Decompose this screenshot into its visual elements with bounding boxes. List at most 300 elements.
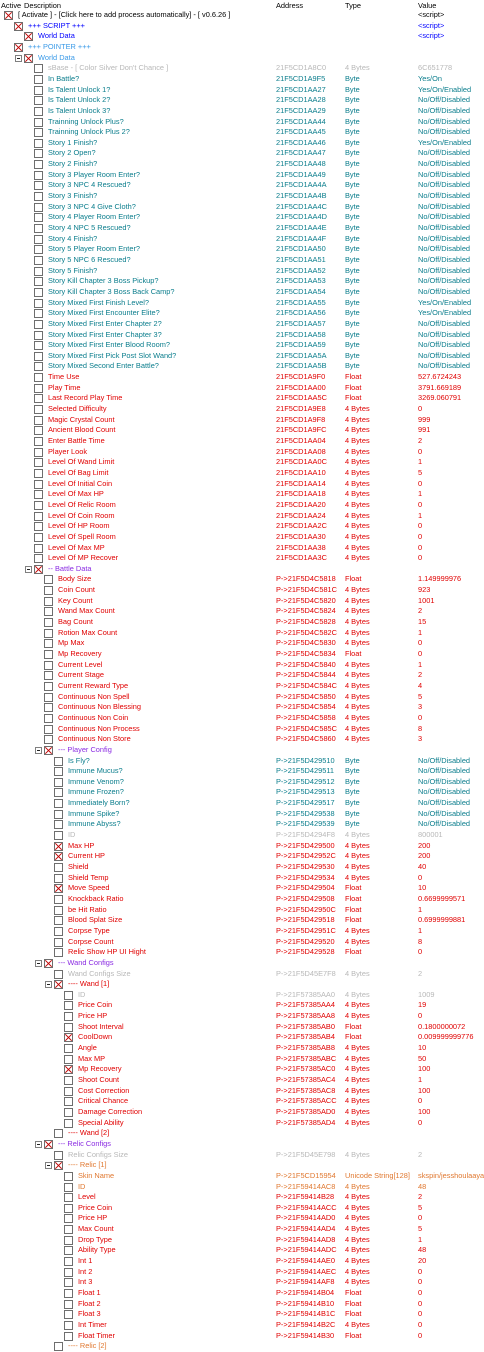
active-checkbox[interactable] bbox=[54, 810, 63, 819]
row-address: 21F5CD1AA38 bbox=[276, 542, 326, 552]
active-checkbox[interactable] bbox=[54, 1342, 63, 1351]
table-row[interactable] bbox=[0, 425, 474, 436]
row-description: be Hit Ratio bbox=[68, 904, 107, 914]
table-row[interactable] bbox=[0, 702, 474, 713]
table-row[interactable] bbox=[0, 617, 474, 628]
row-description: Story 5 NPC 6 Rescued? bbox=[48, 254, 131, 264]
active-checkbox[interactable] bbox=[44, 618, 53, 627]
table-row[interactable] bbox=[0, 724, 474, 735]
table-row[interactable] bbox=[0, 841, 474, 852]
row-value: 100 bbox=[418, 1085, 431, 1095]
active-checkbox[interactable] bbox=[34, 299, 43, 308]
column-header-address[interactable]: Address bbox=[276, 1, 304, 10]
active-checkbox[interactable] bbox=[34, 533, 43, 542]
table-row[interactable] bbox=[0, 148, 474, 159]
active-checkbox-checked[interactable] bbox=[34, 565, 43, 574]
table-row[interactable] bbox=[0, 319, 474, 330]
table-row[interactable] bbox=[0, 1267, 474, 1278]
table-row[interactable] bbox=[0, 63, 474, 74]
active-checkbox[interactable] bbox=[44, 586, 53, 595]
table-row[interactable] bbox=[0, 170, 474, 181]
table-row[interactable] bbox=[0, 212, 474, 223]
row-address: 21F5CD1AA5B bbox=[276, 361, 327, 371]
table-row[interactable] bbox=[0, 543, 474, 554]
active-checkbox-checked[interactable] bbox=[44, 959, 53, 968]
active-checkbox[interactable] bbox=[54, 831, 63, 840]
active-checkbox[interactable] bbox=[54, 895, 63, 904]
table-row[interactable] bbox=[0, 1331, 474, 1342]
table-row[interactable] bbox=[0, 287, 474, 298]
table-row[interactable] bbox=[0, 660, 474, 671]
active-checkbox[interactable] bbox=[34, 480, 43, 489]
active-checkbox[interactable] bbox=[64, 1183, 73, 1192]
active-checkbox[interactable] bbox=[44, 597, 53, 606]
table-row[interactable] bbox=[0, 10, 474, 21]
active-checkbox[interactable] bbox=[54, 757, 63, 766]
table-row[interactable] bbox=[0, 372, 474, 383]
active-checkbox[interactable] bbox=[44, 703, 53, 712]
table-row[interactable] bbox=[0, 244, 474, 255]
row-type: 4 Bytes bbox=[345, 1192, 370, 1202]
table-row[interactable] bbox=[0, 851, 474, 862]
active-checkbox[interactable] bbox=[34, 235, 43, 244]
active-checkbox[interactable] bbox=[34, 139, 43, 148]
active-checkbox[interactable] bbox=[64, 1172, 73, 1181]
row-description: Move Speed bbox=[68, 883, 110, 893]
table-row[interactable] bbox=[0, 1160, 474, 1171]
active-checkbox[interactable] bbox=[34, 309, 43, 318]
table-row[interactable] bbox=[0, 809, 474, 820]
table-row[interactable] bbox=[0, 53, 474, 64]
table-row[interactable] bbox=[0, 692, 474, 703]
row-value: 20 bbox=[418, 1256, 427, 1266]
active-checkbox[interactable] bbox=[64, 991, 73, 1000]
row-description: Story 2 Open? bbox=[48, 148, 96, 158]
active-checkbox[interactable] bbox=[34, 96, 43, 105]
active-checkbox[interactable] bbox=[44, 693, 53, 702]
table-row[interactable] bbox=[0, 1096, 474, 1107]
active-checkbox[interactable] bbox=[34, 181, 43, 190]
table-row[interactable] bbox=[0, 1182, 474, 1193]
active-checkbox-checked[interactable] bbox=[54, 884, 63, 893]
table-row[interactable] bbox=[0, 819, 474, 830]
table-row[interactable] bbox=[0, 958, 474, 969]
table-row[interactable] bbox=[0, 745, 474, 756]
row-address: P->21F57385AD0 bbox=[276, 1106, 336, 1116]
row-value: 0 bbox=[418, 1309, 423, 1319]
row-type: Byte bbox=[345, 350, 360, 360]
table-row[interactable] bbox=[0, 947, 474, 958]
active-checkbox[interactable] bbox=[34, 554, 43, 563]
active-checkbox[interactable] bbox=[54, 970, 63, 979]
table-row[interactable] bbox=[0, 894, 474, 905]
table-row[interactable] bbox=[0, 202, 474, 213]
row-description: Story 3 NPC 4 Rescued? bbox=[48, 180, 131, 190]
table-row[interactable] bbox=[0, 436, 474, 447]
table-row[interactable] bbox=[0, 500, 474, 511]
column-header-active[interactable]: Active bbox=[1, 1, 22, 10]
table-row[interactable] bbox=[0, 1224, 474, 1235]
active-checkbox[interactable] bbox=[34, 426, 43, 435]
row-description: Corpse Type bbox=[68, 925, 110, 935]
active-checkbox[interactable] bbox=[64, 1001, 73, 1010]
table-row[interactable] bbox=[0, 1256, 474, 1267]
table-row[interactable] bbox=[0, 457, 474, 468]
active-checkbox[interactable] bbox=[54, 799, 63, 808]
table-row[interactable] bbox=[0, 1011, 474, 1022]
active-checkbox[interactable] bbox=[34, 128, 43, 137]
active-checkbox[interactable] bbox=[34, 469, 43, 478]
row-address: P->21F5CD15954 bbox=[276, 1170, 336, 1180]
expand-toggle-icon[interactable] bbox=[35, 747, 42, 754]
active-checkbox[interactable] bbox=[34, 160, 43, 169]
active-checkbox[interactable] bbox=[44, 671, 53, 680]
active-checkbox[interactable] bbox=[64, 1204, 73, 1213]
active-checkbox[interactable] bbox=[54, 778, 63, 787]
table-row[interactable] bbox=[0, 180, 474, 191]
expand-toggle-icon[interactable] bbox=[45, 981, 52, 988]
table-row[interactable] bbox=[0, 85, 474, 96]
active-checkbox[interactable] bbox=[34, 522, 43, 531]
table-row[interactable] bbox=[0, 447, 474, 458]
table-row[interactable] bbox=[0, 1235, 474, 1246]
table-row[interactable] bbox=[0, 1139, 474, 1150]
active-checkbox-checked[interactable] bbox=[44, 1140, 53, 1149]
table-row[interactable] bbox=[0, 766, 474, 777]
active-checkbox[interactable] bbox=[44, 629, 53, 638]
active-checkbox[interactable] bbox=[34, 331, 43, 340]
table-row[interactable] bbox=[0, 521, 474, 532]
active-checkbox[interactable] bbox=[64, 1289, 73, 1298]
active-checkbox[interactable] bbox=[64, 1300, 73, 1309]
table-row[interactable] bbox=[0, 31, 474, 42]
active-checkbox[interactable] bbox=[34, 149, 43, 158]
active-checkbox[interactable] bbox=[54, 788, 63, 797]
table-row[interactable] bbox=[0, 1128, 474, 1139]
table-row[interactable] bbox=[0, 1032, 474, 1043]
active-checkbox[interactable] bbox=[44, 661, 53, 670]
active-checkbox[interactable] bbox=[64, 1119, 73, 1128]
table-row[interactable] bbox=[0, 1213, 474, 1224]
active-checkbox[interactable] bbox=[54, 927, 63, 936]
row-address: P->21F5D429530 bbox=[276, 862, 335, 871]
table-row[interactable] bbox=[0, 1309, 474, 1320]
table-row[interactable] bbox=[0, 1192, 474, 1203]
active-checkbox-checked[interactable] bbox=[44, 746, 53, 755]
active-checkbox[interactable] bbox=[64, 1044, 73, 1053]
table-row[interactable] bbox=[0, 553, 474, 564]
active-checkbox[interactable] bbox=[34, 458, 43, 467]
table-row[interactable] bbox=[0, 159, 474, 170]
active-checkbox[interactable] bbox=[34, 267, 43, 276]
row-type: Byte bbox=[345, 297, 360, 307]
active-checkbox[interactable] bbox=[34, 373, 43, 382]
table-row[interactable] bbox=[0, 1150, 474, 1161]
active-checkbox[interactable] bbox=[44, 682, 53, 691]
active-checkbox[interactable] bbox=[34, 405, 43, 414]
table-row[interactable] bbox=[0, 926, 474, 937]
table-row[interactable] bbox=[0, 713, 474, 724]
active-checkbox[interactable] bbox=[34, 256, 43, 265]
row-type: 4 Bytes bbox=[345, 1117, 370, 1127]
active-checkbox[interactable] bbox=[64, 1097, 73, 1106]
row-type: Byte bbox=[345, 116, 360, 126]
active-checkbox[interactable] bbox=[34, 362, 43, 371]
table-row[interactable] bbox=[0, 969, 474, 980]
active-checkbox-checked[interactable] bbox=[14, 22, 23, 31]
active-checkbox[interactable] bbox=[64, 1055, 73, 1064]
active-checkbox[interactable] bbox=[34, 213, 43, 222]
active-checkbox[interactable] bbox=[34, 320, 43, 329]
table-row[interactable] bbox=[0, 787, 474, 798]
active-checkbox[interactable] bbox=[54, 1151, 63, 1160]
table-row[interactable] bbox=[0, 1288, 474, 1299]
table-row[interactable] bbox=[0, 1022, 474, 1033]
active-checkbox[interactable] bbox=[64, 1257, 73, 1266]
active-checkbox[interactable] bbox=[34, 437, 43, 446]
active-checkbox[interactable] bbox=[54, 916, 63, 925]
table-row[interactable] bbox=[0, 585, 474, 596]
active-checkbox[interactable] bbox=[64, 1023, 73, 1032]
table-row[interactable] bbox=[0, 873, 474, 884]
table-row[interactable] bbox=[0, 298, 474, 309]
active-checkbox[interactable] bbox=[34, 512, 43, 521]
active-checkbox[interactable] bbox=[64, 1268, 73, 1277]
active-checkbox[interactable] bbox=[34, 448, 43, 457]
active-checkbox[interactable] bbox=[64, 1236, 73, 1245]
active-checkbox[interactable] bbox=[44, 725, 53, 734]
table-row[interactable] bbox=[0, 1170, 484, 1182]
table-row[interactable] bbox=[0, 777, 474, 788]
table-row[interactable] bbox=[0, 255, 474, 266]
active-checkbox-checked[interactable] bbox=[4, 11, 13, 20]
active-checkbox[interactable] bbox=[64, 1193, 73, 1202]
table-row[interactable] bbox=[0, 1000, 474, 1011]
row-description: Mp Recovery bbox=[78, 1064, 122, 1074]
table-row[interactable] bbox=[0, 734, 474, 745]
active-checkbox-checked[interactable] bbox=[64, 1065, 73, 1074]
row-description: Level Of Wand Limit bbox=[48, 457, 115, 467]
active-checkbox[interactable] bbox=[54, 948, 63, 957]
table-row[interactable] bbox=[0, 468, 474, 479]
active-checkbox[interactable] bbox=[44, 639, 53, 648]
table-row[interactable] bbox=[0, 532, 474, 543]
table-row[interactable] bbox=[0, 574, 474, 585]
active-checkbox[interactable] bbox=[64, 1321, 73, 1330]
active-checkbox[interactable] bbox=[44, 650, 53, 659]
table-row[interactable] bbox=[0, 393, 474, 404]
table-row[interactable] bbox=[0, 756, 474, 767]
table-row[interactable] bbox=[0, 511, 474, 522]
active-checkbox-checked[interactable] bbox=[54, 980, 63, 989]
expand-toggle-icon[interactable] bbox=[25, 566, 32, 573]
table-row[interactable] bbox=[0, 1075, 474, 1086]
table-row[interactable] bbox=[0, 638, 474, 649]
active-checkbox-checked[interactable] bbox=[54, 852, 63, 861]
active-checkbox[interactable] bbox=[44, 607, 53, 616]
active-checkbox[interactable] bbox=[34, 490, 43, 499]
table-row[interactable] bbox=[0, 404, 474, 415]
column-header-value[interactable]: Value bbox=[418, 1, 437, 10]
row-address: 21F5CD1AA56 bbox=[276, 308, 326, 318]
table-row[interactable] bbox=[0, 489, 474, 500]
table-row[interactable] bbox=[0, 117, 474, 128]
table-row[interactable] bbox=[0, 127, 474, 138]
active-checkbox[interactable] bbox=[64, 1087, 73, 1096]
active-checkbox[interactable] bbox=[54, 1129, 63, 1138]
table-row[interactable] bbox=[0, 1118, 474, 1129]
active-checkbox[interactable] bbox=[34, 64, 43, 73]
active-checkbox-checked[interactable] bbox=[54, 842, 63, 851]
table-row[interactable] bbox=[0, 670, 474, 681]
active-checkbox[interactable] bbox=[34, 245, 43, 254]
table-row[interactable] bbox=[0, 95, 474, 106]
active-checkbox[interactable] bbox=[64, 1225, 73, 1234]
table-row[interactable] bbox=[0, 308, 474, 319]
active-checkbox[interactable] bbox=[34, 544, 43, 553]
row-description: Level Of Relic Room bbox=[48, 499, 116, 509]
active-checkbox[interactable] bbox=[44, 714, 53, 723]
table-row[interactable] bbox=[0, 415, 474, 426]
active-checkbox[interactable] bbox=[54, 820, 63, 829]
row-value: 15 bbox=[418, 617, 427, 627]
active-checkbox[interactable] bbox=[54, 874, 63, 883]
active-checkbox[interactable] bbox=[34, 501, 43, 510]
table-row[interactable] bbox=[0, 106, 474, 117]
table-row[interactable] bbox=[0, 1107, 474, 1118]
active-checkbox[interactable] bbox=[64, 1108, 73, 1117]
active-checkbox[interactable] bbox=[54, 863, 63, 872]
active-checkbox[interactable] bbox=[64, 1214, 73, 1223]
expand-toggle-icon[interactable] bbox=[45, 1162, 52, 1169]
expand-toggle-icon[interactable] bbox=[15, 55, 22, 62]
active-checkbox[interactable] bbox=[34, 192, 43, 201]
expand-toggle-icon[interactable] bbox=[35, 960, 42, 967]
active-checkbox-checked[interactable] bbox=[64, 1033, 73, 1042]
table-row[interactable] bbox=[0, 798, 474, 809]
active-checkbox[interactable] bbox=[64, 1076, 73, 1085]
active-checkbox[interactable] bbox=[34, 277, 43, 286]
active-checkbox[interactable] bbox=[64, 1310, 73, 1319]
table-row[interactable] bbox=[0, 1043, 474, 1054]
table-row[interactable] bbox=[0, 564, 474, 575]
table-row[interactable] bbox=[0, 138, 474, 149]
table-row[interactable] bbox=[0, 905, 474, 916]
active-checkbox[interactable] bbox=[64, 1332, 73, 1341]
row-value: 1 bbox=[418, 457, 423, 467]
active-checkbox-checked[interactable] bbox=[24, 54, 33, 63]
active-checkbox[interactable] bbox=[34, 352, 43, 361]
column-header-description[interactable]: Description bbox=[24, 1, 61, 10]
active-checkbox-checked[interactable] bbox=[54, 1161, 63, 1170]
table-row[interactable] bbox=[0, 21, 474, 32]
table-row[interactable] bbox=[0, 266, 474, 277]
row-type: 4 Bytes bbox=[345, 872, 370, 882]
table-row[interactable] bbox=[0, 1054, 474, 1065]
row-value: No/Off/Disabled bbox=[418, 212, 471, 222]
table-row[interactable] bbox=[0, 681, 474, 692]
active-checkbox[interactable] bbox=[34, 118, 43, 127]
active-checkbox[interactable] bbox=[34, 107, 43, 116]
table-row[interactable] bbox=[0, 628, 474, 639]
active-checkbox-checked[interactable] bbox=[24, 32, 33, 41]
expand-toggle-icon[interactable] bbox=[35, 1141, 42, 1148]
active-checkbox[interactable] bbox=[64, 1012, 73, 1021]
table-row[interactable] bbox=[0, 1299, 474, 1310]
table-row[interactable] bbox=[0, 383, 474, 394]
table-row[interactable] bbox=[0, 479, 474, 490]
table-row[interactable] bbox=[0, 74, 474, 85]
table-row[interactable] bbox=[0, 191, 474, 202]
row-value: No/Off/Disabled bbox=[418, 318, 471, 328]
row-description: Rotion Max Count bbox=[58, 627, 118, 637]
table-row[interactable] bbox=[0, 915, 474, 926]
table-row[interactable] bbox=[0, 276, 474, 287]
active-checkbox[interactable] bbox=[44, 575, 53, 584]
table-row[interactable] bbox=[0, 223, 474, 234]
active-checkbox[interactable] bbox=[34, 171, 43, 180]
table-row[interactable] bbox=[0, 606, 474, 617]
active-checkbox[interactable] bbox=[64, 1246, 73, 1255]
row-type: 4 Bytes bbox=[345, 702, 370, 712]
row-type: 4 Bytes bbox=[345, 670, 370, 680]
table-row[interactable] bbox=[0, 351, 474, 362]
table-row[interactable] bbox=[0, 1245, 474, 1256]
table-row[interactable] bbox=[0, 937, 474, 948]
table-row[interactable] bbox=[0, 596, 474, 607]
row-type: Byte bbox=[345, 159, 360, 169]
active-checkbox[interactable] bbox=[34, 394, 43, 403]
active-checkbox[interactable] bbox=[54, 938, 63, 947]
table-row[interactable] bbox=[0, 1277, 474, 1288]
table-row[interactable] bbox=[0, 1203, 474, 1214]
active-checkbox[interactable] bbox=[54, 906, 63, 915]
active-checkbox[interactable] bbox=[34, 75, 43, 84]
active-checkbox[interactable] bbox=[64, 1278, 73, 1287]
table-row[interactable] bbox=[0, 862, 474, 873]
table-row[interactable] bbox=[0, 883, 474, 894]
row-description: Wand Configs Size bbox=[68, 968, 131, 978]
table-row[interactable] bbox=[0, 979, 474, 990]
table-row[interactable] bbox=[0, 340, 474, 351]
row-value: <script> bbox=[418, 10, 445, 19]
row-type: 4 Bytes bbox=[345, 489, 370, 499]
active-checkbox[interactable] bbox=[34, 288, 43, 297]
active-checkbox-checked[interactable] bbox=[14, 43, 23, 52]
table-row[interactable] bbox=[0, 1320, 474, 1331]
active-checkbox[interactable] bbox=[34, 203, 43, 212]
table-row[interactable] bbox=[0, 361, 474, 372]
active-checkbox[interactable] bbox=[44, 735, 53, 744]
active-checkbox[interactable] bbox=[34, 224, 43, 233]
table-row[interactable] bbox=[0, 830, 474, 841]
table-row[interactable] bbox=[0, 42, 474, 53]
active-checkbox[interactable] bbox=[54, 767, 63, 776]
table-row[interactable] bbox=[0, 1341, 474, 1352]
active-checkbox[interactable] bbox=[34, 341, 43, 350]
row-address: P->21F5D429512 bbox=[276, 776, 335, 786]
table-row[interactable] bbox=[0, 1064, 474, 1075]
active-checkbox[interactable] bbox=[34, 86, 43, 95]
table-row[interactable] bbox=[0, 234, 474, 245]
table-row[interactable] bbox=[0, 1086, 474, 1097]
table-row[interactable] bbox=[0, 330, 474, 341]
active-checkbox[interactable] bbox=[34, 384, 43, 393]
column-header-type[interactable]: Type bbox=[345, 1, 362, 10]
table-row[interactable] bbox=[0, 649, 474, 660]
active-checkbox[interactable] bbox=[34, 416, 43, 425]
table-row[interactable] bbox=[0, 990, 474, 1001]
